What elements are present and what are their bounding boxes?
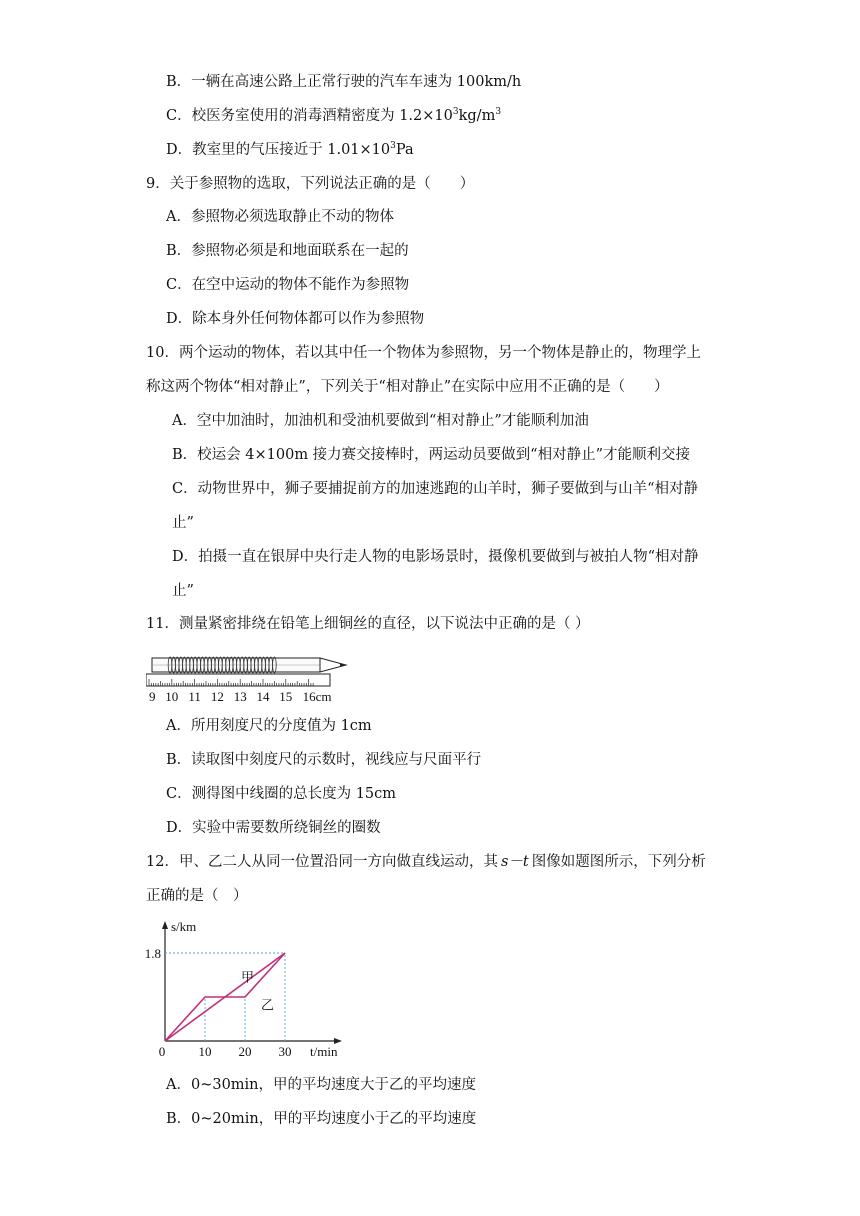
q9-option-b: B．参照物必须是和地面联系在一起的 [166,243,409,259]
x-axis-label: t/min [310,1044,338,1059]
q9-stem: 9．关于参照物的选取，下列说法正确的是（ ） [146,176,475,192]
q11-option-d: D．实验中需要数所绕铜丝的圈数 [166,820,381,836]
ruler-label: 15 [279,689,293,704]
x-tick-label: 10 [198,1044,212,1059]
q8-option-b: B．一辆在高速公路上正常行驶的汽车车速为 100km/h [166,74,522,90]
ruler-label: 13 [233,689,247,704]
q11-option-c: C．测得图中线圈的总长度为 15cm [166,786,397,802]
series-label-yi: 乙 [261,997,275,1013]
q11-option-b: B．读取图中刻度尺的示数时，视线应与尺面平行 [166,752,482,768]
ruler-label: 14 [256,689,270,704]
q8-option-d: D．教室里的气压接近于 $1.01\times 10^3Pa$ [166,141,414,158]
ruler-label: 10 [165,689,179,704]
q10-stem-line1: 10．两个运动的物体，若以其中任一个物体为参照物，另一个物体是静止的，物理学上 [146,345,701,361]
q12-stem-line2: 正确的是（ ） [146,888,248,904]
y-tick-label: 1.8 [144,946,161,961]
x-tick-label: 30 [278,1044,292,1059]
q10-option-c-line1: C．动物世界中，狮子要捕捉前方的加速逃跑的山羊时，狮子要做到与山羊“相对静 [172,481,699,497]
q10-option-c-line2: 止” [172,515,194,531]
q11-stem: 11．测量紧密排绕在铅笔上细铜丝的直径，以下说法中正确的是（ ） [146,616,590,632]
x-tick-label: 0 [158,1044,166,1059]
q8-option-c: C．校医务室使用的消毒酒精密度为 $1.2\times 10^3kg/m^3$ [166,107,502,124]
q12-stem-line1: 12．甲、乙二人从同一位置沿同一方向做直线运动，其 s－t 图像如题图所示，下列分析 [146,854,706,870]
q10-option-a: A．空中加油时，加油机和受油机要做到“相对静止”才能顺利加油 [172,413,589,429]
y-axis-label: s/km [171,919,197,934]
ruler-label: 9 [149,689,156,704]
x-tick-label: 20 [238,1044,252,1059]
q12-option-b: B．0~20min，甲的平均速度小于乙的平均速度 [166,1111,477,1127]
s-t-graph [140,910,350,1060]
ruler-label: 12 [210,689,224,704]
y-axis-arrow [162,921,168,929]
q9-option-d: D．除本身外任何物体都可以作为参照物 [166,311,425,327]
q10-stem-line2: 称这两个物体“相对静止”，下列关于“相对静止”在实际中应用不正确的是（ ） [146,379,669,395]
series-label-jia: 甲 [241,969,255,985]
q9-option-c: C．在空中运动的物体不能作为参照物 [166,277,410,293]
ruler-coil-figure [146,644,356,704]
ruler-label: 11 [188,689,201,704]
q10-option-b: B．校运会 4×100m 接力赛交接棒时，两运动员要做到“相对静止”才能顺利交接 [172,447,690,463]
q12-option-a: A．0~30min，甲的平均速度大于乙的平均速度 [166,1077,477,1093]
ruler-label: 16cm [302,689,332,704]
q10-option-d-line1: D．拍摄一直在银屏中央行走人物的电影场景时，摄像机要做到与被拍人物“相对静 [172,549,699,565]
q10-option-d-line2: 止” [172,583,194,599]
q11-option-a: A．所用刻度尺的分度值为 1cm [166,718,372,734]
q9-option-a: A．参照物必须选取静止不动的物体 [166,209,394,225]
